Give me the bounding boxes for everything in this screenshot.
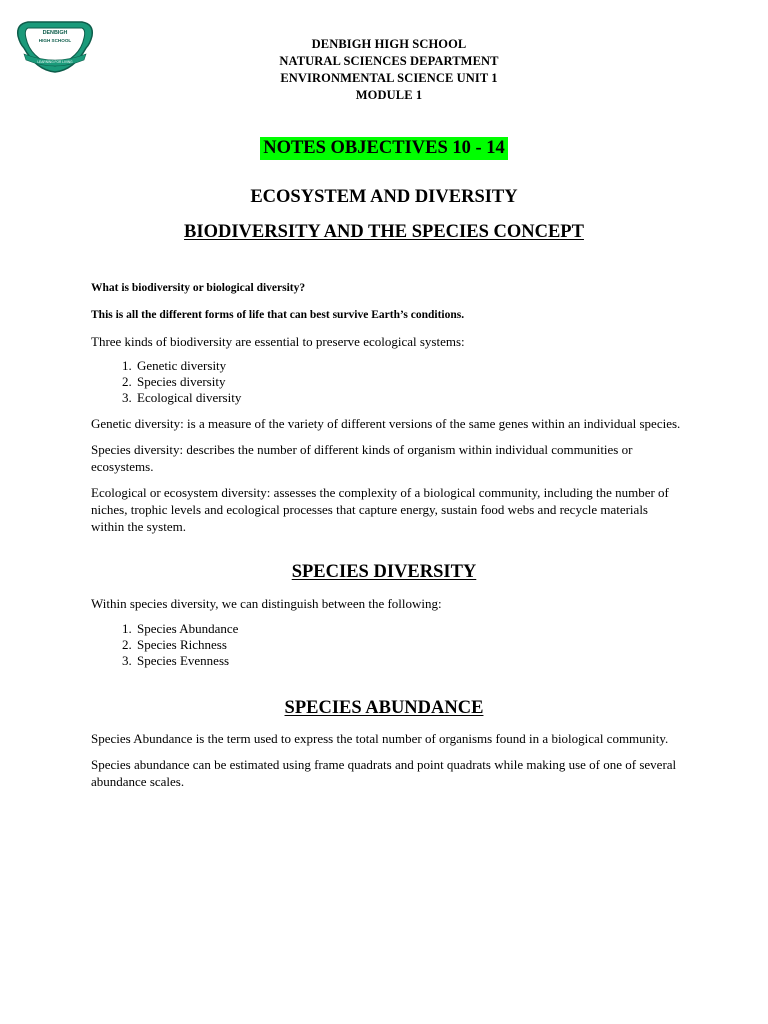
list-item: 2. Species Richness [135, 637, 681, 653]
species-diversity-section [91, 595, 681, 669]
notes-objectives-highlight: NOTES OBJECTIVES 10 - 14 [260, 137, 508, 160]
species-abundance-paragraph-2: Species abundance can be estimated using frame quadrats and point quadrats while making use of one of several abundance scales. [91, 757, 677, 789]
header-module: MODULE 1 [355, 88, 423, 102]
header-school-name: DENBIGH HIGH SCHOOL [311, 37, 467, 51]
logo-motto: LEARNING FOR LIVING [37, 60, 73, 64]
question-text: What is biodiversity or biological diversity? [91, 282, 306, 294]
species-abundance-heading: SPECIES ABUNDANCE [284, 698, 484, 718]
notes-objectives-title [0, 138, 768, 159]
kinds-list [91, 358, 681, 406]
header-department: NATURAL SCIENCES DEPARTMENT [279, 54, 499, 68]
species-diversity-list [91, 621, 681, 669]
answer-text: This is all the different forms of life that can best survive Earth’s conditions. [91, 309, 465, 321]
kinds-intro: Three kinds of biodiversity are essential to preserve ecological systems: [91, 334, 465, 349]
list-item: 2. Species diversity [135, 374, 681, 390]
main-title: ECOSYSTEM AND DIVERSITY [250, 187, 518, 207]
list-item: 3. Ecological diversity [135, 390, 681, 406]
list-item: 3. Species Evenness [135, 653, 681, 669]
species-diversity-intro: Within species diversity, we can distinguish between the following: [91, 596, 442, 611]
logo-top-text: DENBIGH [42, 30, 68, 36]
species-diversity-paragraph: Species diversity: describes the number of different kinds of organism within individual communities or ecosystems. [91, 442, 633, 474]
ecological-diversity-paragraph: Ecological or ecosystem diversity: assesses the complexity of a biological community, including the number of niches, trophic levels and ecological processes that capture energy, sustain food webs and recycle materials within the system. [91, 485, 669, 534]
species-diversity-heading: SPECIES DIVERSITY [291, 562, 477, 582]
header-unit: ENVIRONMENTAL SCIENCE UNIT 1 [280, 71, 498, 85]
species-abundance-paragraph-1: Species Abundance is the term used to express the total number of organisms found in a biological community. [91, 731, 669, 746]
logo-mid-text: HIGH SCHOOL [38, 38, 72, 43]
document-header [0, 36, 768, 104]
list-item: 1. Genetic diversity [135, 358, 681, 374]
intro-section [91, 280, 681, 535]
species-abundance-section [91, 730, 681, 790]
list-item: 1. Species Abundance [135, 621, 681, 637]
genetic-diversity-paragraph: Genetic diversity: is a measure of the variety of different versions of the same genes within an individual species. [91, 416, 681, 431]
subtitle: BIODIVERSITY AND THE SPECIES CONCEPT [184, 222, 584, 242]
